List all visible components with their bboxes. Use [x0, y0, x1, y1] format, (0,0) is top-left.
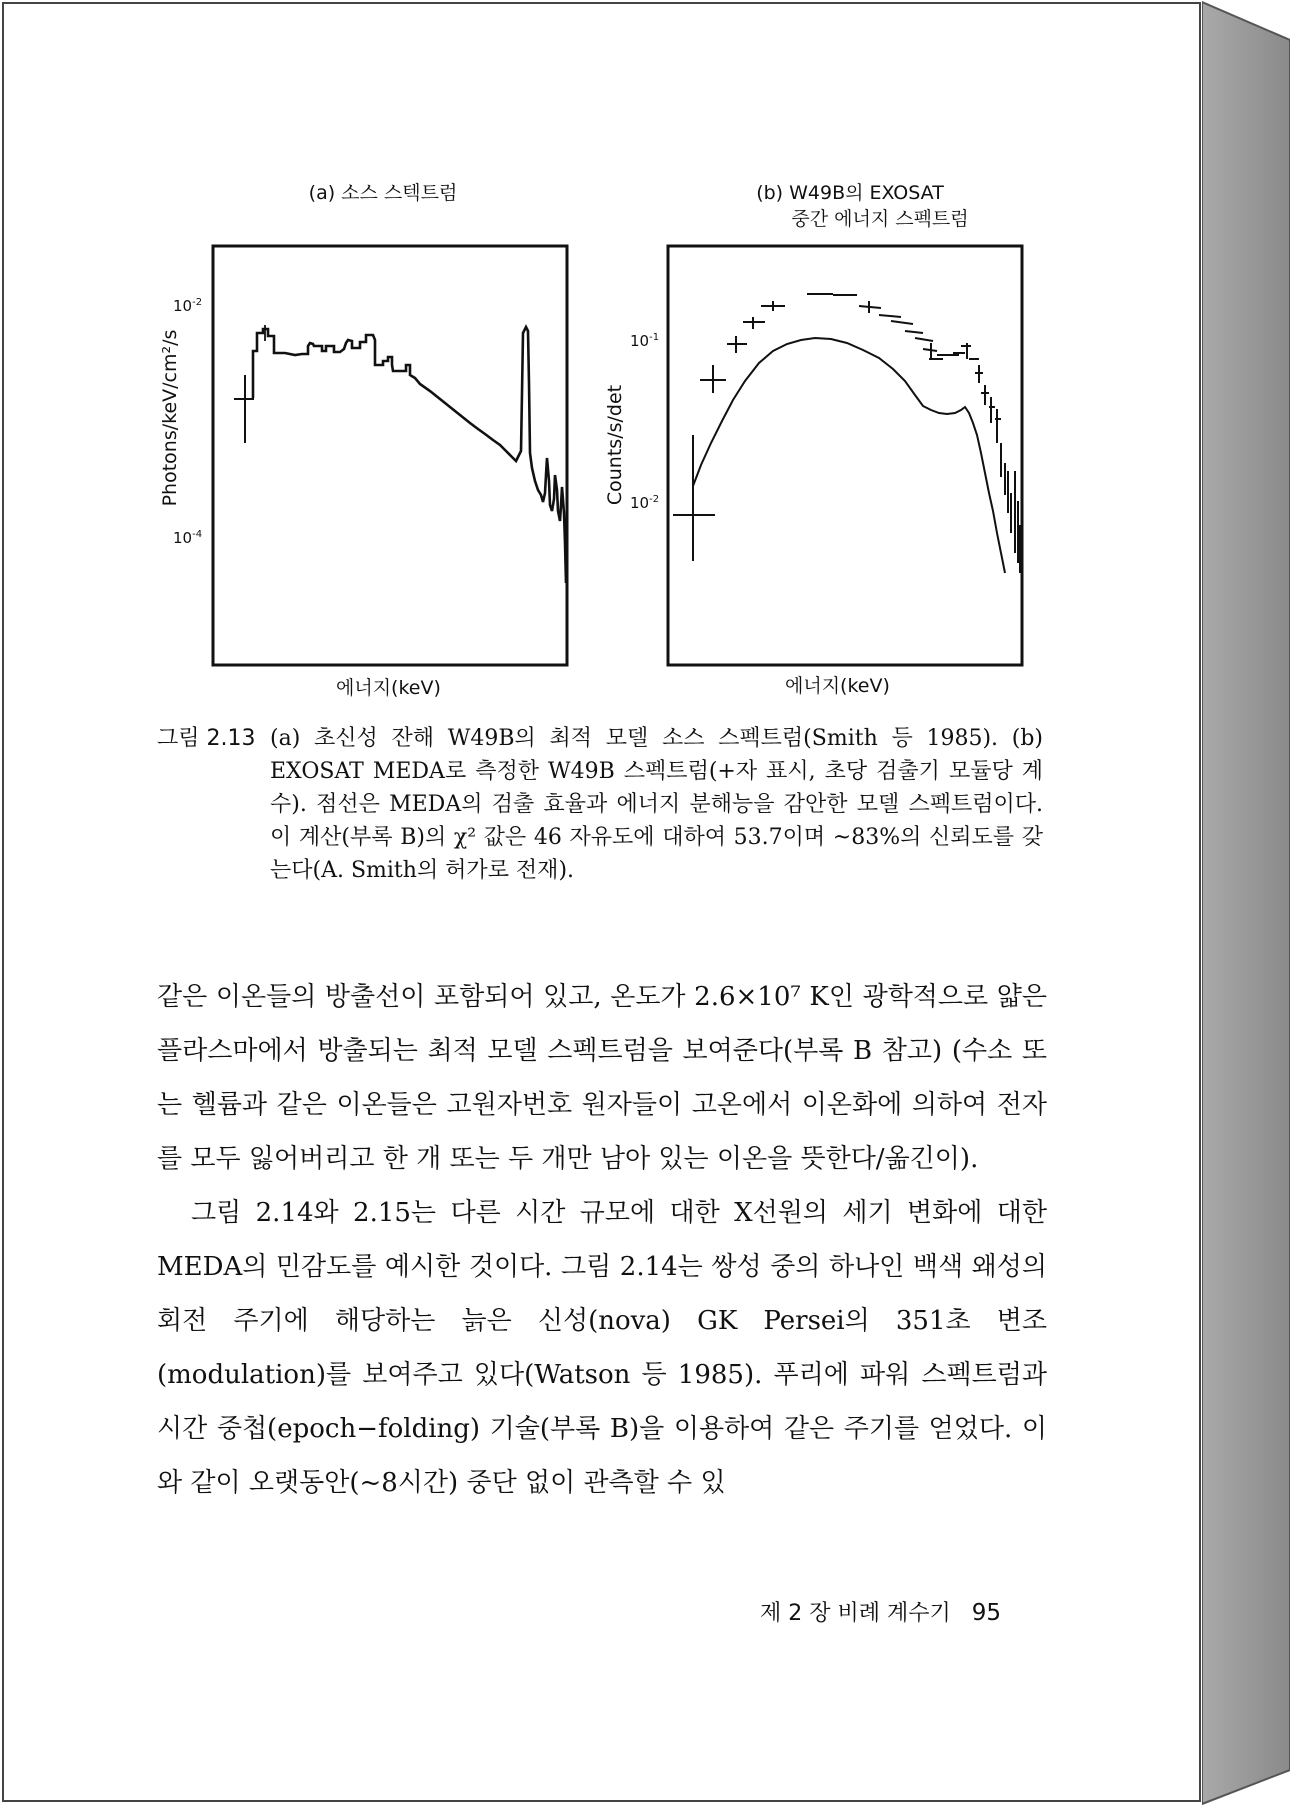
body-paragraph-1: 같은 이온들의 방출선이 포함되어 있고, 온도가 2.6×10⁷ K인 광학적으로 얇은 플라스마에서 방출되는 최적 모델 스펙트럼을 보여준다(부록 B 참고) (수소 또는 헬륨과 같은 이온들은 고원자번호 원자들이 고온에서 이온화에 의하여 전자를 모두 잃어버리고 한 개 또는 두 개만 남아 있는 이온을 뜻한다/옮긴이). [157, 982, 1047, 1174]
body-text [157, 970, 1047, 1510]
panel-a-axes-frame [213, 246, 567, 665]
page-edge-shadow [1202, 0, 1290, 1806]
panel-b-ylabel: Counts/s/det [604, 384, 626, 506]
panel-b-model-curve [693, 338, 1005, 573]
panel-a-spectrum-curve [253, 327, 566, 583]
caption-text: (a) 초신성 잔해 W49B의 최적 모델 소스 스펙트럼(Smith 등 1985). (b) EXOSAT MEDA로 측정한 W49B 스펙트럼(+자 표시, 초당 검출기 모듈당 계수). 점선은 MEDA의 검출 효율과 에너지 분해능을 감안한 모델 스펙트럼이다. 이 계산(부록 B)의 χ² 값은 46 자유도에 대하여 53.7이며 ~83%의 신뢰도를 갖는다(A. Smith의 허가로 전재). [270, 726, 1043, 883]
panel-a-ylabel: Photons/keV/cm²/s [159, 329, 181, 507]
body-paragraph-2: 그림 2.14와 2.15는 다른 시간 규모에 대한 X선원의 세기 변화에 대한 MEDA의 민감도를 예시한 것이다. 그림 2.14는 쌍성 중의 하나인 백색 왜성의 회전 주기에 해당하는 늙은 신성(nova) GK Persei의 351초 변조(modulation)를 보여주고 있다(Watson 등 1985). 푸리에 파워 스펙트럼과 시간 중첩(epoch−folding) 기술(부록 B)을 이용하여 같은 주기를 얻었다. 이와 같이 오랫동안(~8시간) 중단 없이 관측할 수 있 [157, 1198, 1047, 1498]
panel-b-title-line1: (b) W49B의 EXOSAT [756, 182, 944, 204]
panel-b-title-line2: 중간 에너지 스펙트럼 [791, 208, 969, 230]
panel-b-xlabel: 에너지(keV) [785, 675, 890, 697]
panel-a-title: (a) 소스 스텍트럼 [308, 182, 458, 204]
panel-b-ytick-high: $10^{-1}$ [630, 332, 660, 350]
chapter-title: 제 2 장 비례 계수기 [760, 1601, 951, 1626]
panel-a-plot [210, 243, 570, 668]
panel-b-data-points [673, 294, 1020, 573]
page-number: 95 [971, 1600, 1002, 1626]
panel-b-plot [665, 243, 1027, 668]
panel-b-ytick-low: $10^{-2}$ [630, 494, 660, 512]
panel-a-ytick-low: $10^{-4}$ [173, 529, 203, 547]
page-footer [760, 1596, 1020, 1627]
panel-a-xlabel: 에너지(keV) [336, 677, 441, 699]
panel-a-ytick-high: $10^{-2}$ [173, 297, 203, 315]
panel-b-axes-frame [668, 246, 1022, 665]
caption-label: 그림 2.13 [157, 726, 256, 751]
